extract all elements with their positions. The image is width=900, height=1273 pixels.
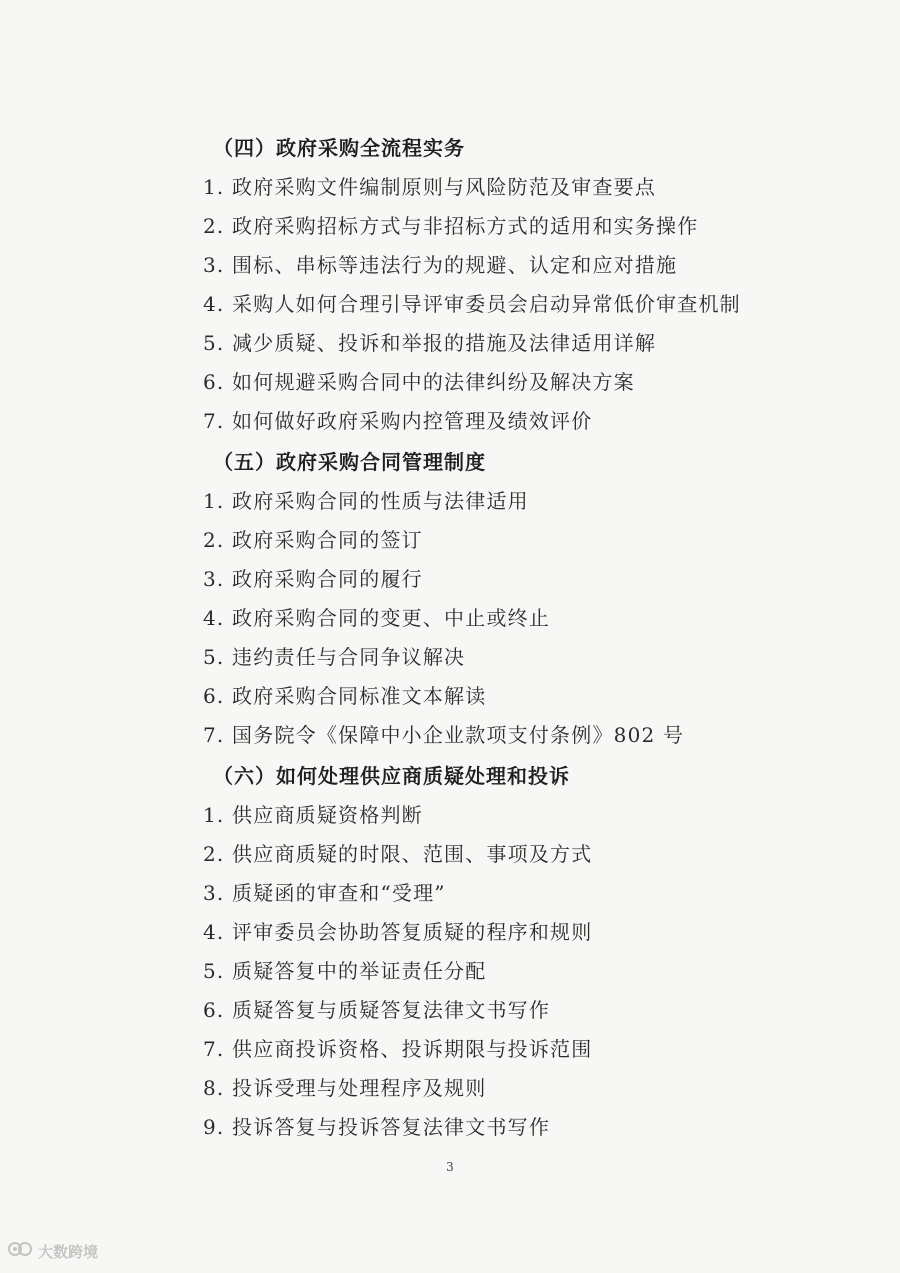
list-item: 5. 质疑答复中的举证责任分配 (203, 959, 487, 983)
list-item: 3. 政府采购合同的履行 (203, 567, 423, 591)
list-item: 6. 如何规避采购合同中的法律纠纷及解决方案 (203, 370, 635, 394)
list-item: 2. 政府采购合同的签订 (203, 528, 423, 552)
list-item: 3. 围标、串标等违法行为的规避、认定和应对措施 (203, 253, 678, 277)
section-heading: （四）政府采购全流程实务 (213, 136, 465, 160)
list-item: 6. 政府采购合同标准文本解读 (203, 684, 487, 708)
list-item: 6. 质疑答复与质疑答复法律文书写作 (203, 998, 551, 1022)
brand-logo-icon (8, 1240, 34, 1262)
list-item: 7. 供应商投诉资格、投诉期限与投诉范围 (203, 1037, 593, 1061)
list-item: 8. 投诉受理与处理程序及规则 (203, 1076, 487, 1100)
list-item: 4. 采购人如何合理引导评审委员会启动异常低价审查机制 (203, 292, 741, 316)
list-item: 4. 评审委员会协助答复质疑的程序和规则 (203, 920, 593, 944)
section-heading: （六）如何处理供应商质疑处理和投诉 (213, 764, 570, 788)
watermark (8, 1240, 98, 1262)
list-item: 2. 供应商质疑的时限、范围、事项及方式 (203, 842, 593, 866)
list-item: 1. 政府采购合同的性质与法律适用 (203, 489, 529, 513)
list-item: 4. 政府采购合同的变更、中止或终止 (203, 606, 551, 630)
list-item: 9. 投诉答复与投诉答复法律文书写作 (203, 1115, 551, 1139)
list-item: 1. 政府采购文件编制原则与风险防范及审查要点 (203, 175, 657, 199)
list-item: 7. 如何做好政府采购内控管理及绩效评价 (203, 409, 593, 433)
section-heading: （五）政府采购合同管理制度 (213, 450, 486, 474)
list-item: 7. 国务院令《保障中小企业款项支付条例》802 号 (203, 723, 685, 747)
watermark-text: 大数跨境 (38, 1242, 99, 1261)
list-item: 2. 政府采购招标方式与非招标方式的适用和实务操作 (203, 214, 699, 238)
list-item: 5. 违约责任与合同争议解决 (203, 645, 466, 669)
list-item: 5. 减少质疑、投诉和举报的措施及法律适用详解 (203, 331, 657, 355)
list-item: 3. 质疑函的审查和“受理” (203, 881, 446, 905)
page-number: 3 (446, 1160, 454, 1174)
list-item: 1. 供应商质疑资格判断 (203, 803, 423, 827)
